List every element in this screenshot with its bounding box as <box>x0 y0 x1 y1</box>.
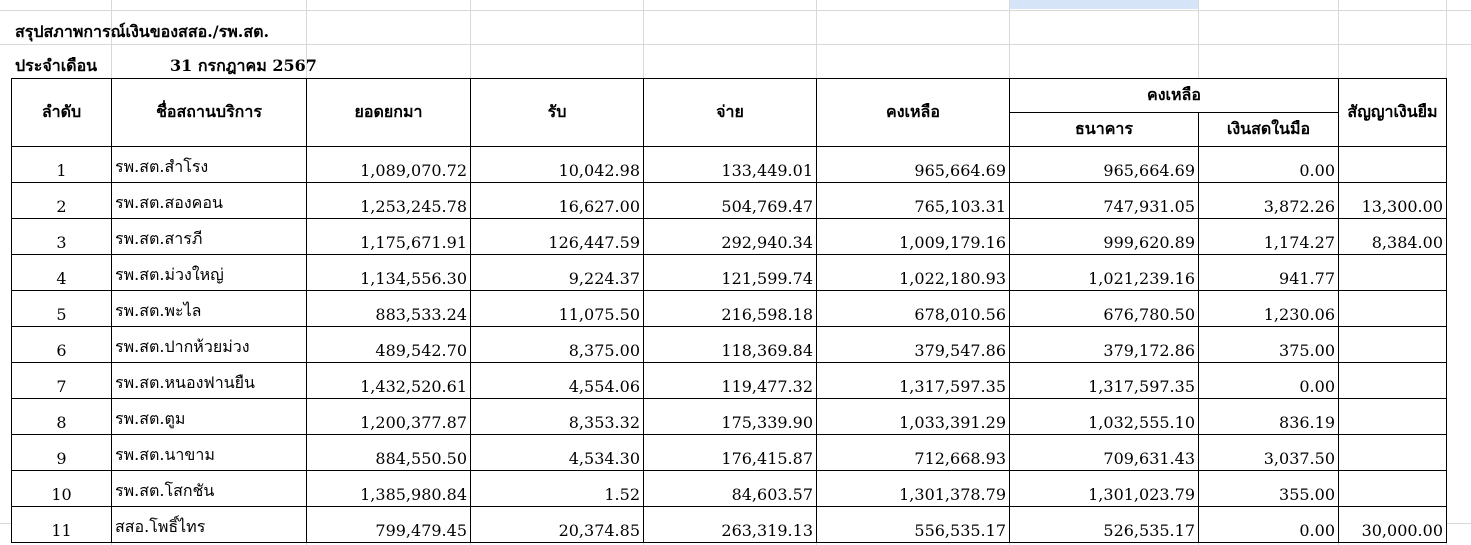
row-balance[interactable]: 712,668.93 <box>817 435 1010 471</box>
row-paid[interactable]: 176,415.87 <box>644 435 817 471</box>
row-brought-forward[interactable]: 1,385,980.84 <box>307 471 471 507</box>
table-row <box>12 291 1447 327</box>
row-loan[interactable] <box>1339 471 1447 507</box>
row-no[interactable]: 10 <box>12 471 112 507</box>
row-name[interactable]: รพ.สต.สำโรง <box>112 147 307 183</box>
header-paid[interactable]: จ่าย <box>644 79 817 147</box>
row-name[interactable]: รพ.สต.สองคอน <box>112 183 307 219</box>
row-no[interactable]: 7 <box>12 363 112 399</box>
row-no[interactable]: 11 <box>12 507 112 543</box>
row-no[interactable]: 8 <box>12 399 112 435</box>
table-row <box>12 147 1447 183</box>
row-bank[interactable]: 526,535.17 <box>1010 507 1199 543</box>
header-cash[interactable]: เงินสดในมือ <box>1199 113 1339 147</box>
row-balance[interactable]: 678,010.56 <box>817 291 1010 327</box>
gridline <box>0 44 1471 45</box>
row-balance[interactable]: 1,022,180.93 <box>817 255 1010 291</box>
header-name[interactable]: ชื่อสถานบริการ <box>112 79 307 147</box>
table-body <box>12 147 1447 543</box>
table-row <box>12 183 1447 219</box>
row-loan[interactable] <box>1339 363 1447 399</box>
row-loan[interactable] <box>1339 147 1447 183</box>
row-brought-forward[interactable]: 1,253,245.78 <box>307 183 471 219</box>
row-no[interactable]: 6 <box>12 327 112 363</box>
row-paid[interactable]: 84,603.57 <box>644 471 817 507</box>
row-cash[interactable]: 0.00 <box>1199 363 1339 399</box>
row-cash[interactable]: 3,872.26 <box>1199 183 1339 219</box>
row-balance[interactable]: 1,317,597.35 <box>817 363 1010 399</box>
row-loan[interactable]: 30,000.00 <box>1339 507 1447 543</box>
row-paid[interactable]: 292,940.34 <box>644 219 817 255</box>
row-bank[interactable]: 999,620.89 <box>1010 219 1199 255</box>
row-brought-forward[interactable]: 1,200,377.87 <box>307 399 471 435</box>
table-row <box>12 507 1447 543</box>
row-paid[interactable]: 216,598.18 <box>644 291 817 327</box>
row-bank[interactable]: 676,780.50 <box>1010 291 1199 327</box>
row-name[interactable]: รพ.สต.พะไล <box>112 291 307 327</box>
row-paid[interactable]: 119,477.32 <box>644 363 817 399</box>
table-row <box>12 363 1447 399</box>
row-brought-forward[interactable]: 1,134,556.30 <box>307 255 471 291</box>
row-balance[interactable]: 1,301,378.79 <box>817 471 1010 507</box>
row-received[interactable]: 4,554.06 <box>471 363 644 399</box>
row-loan[interactable] <box>1339 255 1447 291</box>
row-no[interactable]: 5 <box>12 291 112 327</box>
row-paid[interactable]: 133,449.01 <box>644 147 817 183</box>
row-balance[interactable]: 556,535.17 <box>817 507 1010 543</box>
table-row <box>12 327 1447 363</box>
row-bank[interactable]: 1,021,239.16 <box>1010 255 1199 291</box>
row-received[interactable]: 16,627.00 <box>471 183 644 219</box>
row-brought-forward[interactable]: 884,550.50 <box>307 435 471 471</box>
header-loan[interactable]: สัญญาเงินยืม <box>1339 79 1447 147</box>
row-bank[interactable]: 379,172.86 <box>1010 327 1199 363</box>
row-loan[interactable] <box>1339 291 1447 327</box>
row-name[interactable]: รพ.สต.ปากห้วยม่วง <box>112 327 307 363</box>
table-row <box>12 435 1447 471</box>
row-bank[interactable]: 747,931.05 <box>1010 183 1199 219</box>
period-label[interactable]: ประจำเดือน <box>15 56 98 75</box>
header-received[interactable]: รับ <box>471 79 644 147</box>
period-date[interactable]: 31 กรกฎาคม 2567 <box>170 56 317 75</box>
row-paid[interactable]: 175,339.90 <box>644 399 817 435</box>
row-cash[interactable]: 941.77 <box>1199 255 1339 291</box>
row-bank[interactable]: 709,631.43 <box>1010 435 1199 471</box>
table-row <box>12 219 1447 255</box>
row-brought-forward[interactable]: 1,175,671.91 <box>307 219 471 255</box>
row-paid[interactable]: 118,369.84 <box>644 327 817 363</box>
row-loan[interactable] <box>1339 435 1447 471</box>
table-row <box>12 471 1447 507</box>
row-paid[interactable]: 121,599.74 <box>644 255 817 291</box>
row-balance[interactable]: 1,009,179.16 <box>817 219 1010 255</box>
table-row <box>12 255 1447 291</box>
row-paid[interactable]: 504,769.47 <box>644 183 817 219</box>
row-balance[interactable]: 965,664.69 <box>817 147 1010 183</box>
row-no[interactable]: 3 <box>12 219 112 255</box>
row-name[interactable]: รพ.สต.หนองฟานยืน <box>112 363 307 399</box>
table-row <box>12 399 1447 435</box>
row-bank[interactable]: 965,664.69 <box>1010 147 1199 183</box>
row-brought-forward[interactable]: 799,479.45 <box>307 507 471 543</box>
row-cash[interactable]: 1,174.27 <box>1199 219 1339 255</box>
header-balance[interactable]: คงเหลือ <box>817 79 1010 147</box>
row-name[interactable]: รพ.สต.โสกชัน <box>112 471 307 507</box>
row-brought-forward[interactable]: 1,089,070.72 <box>307 147 471 183</box>
row-no[interactable]: 4 <box>12 255 112 291</box>
row-name[interactable]: รพ.สต.สารภี <box>112 219 307 255</box>
row-loan[interactable]: 13,300.00 <box>1339 183 1447 219</box>
selected-column-highlight <box>1010 0 1198 9</box>
row-received[interactable]: 8,375.00 <box>471 327 644 363</box>
row-received[interactable]: 126,447.59 <box>471 219 644 255</box>
finance-summary-table <box>11 78 1447 543</box>
row-name[interactable]: รพ.สต.นาขาม <box>112 435 307 471</box>
row-cash[interactable]: 0.00 <box>1199 507 1339 543</box>
row-no[interactable]: 1 <box>12 147 112 183</box>
row-received[interactable]: 8,353.32 <box>471 399 644 435</box>
header-bank[interactable]: ธนาคาร <box>1010 113 1199 147</box>
sheet-title[interactable]: สรุปสภาพการณ์เงินของสสอ./รพ.สต. <box>15 22 270 41</box>
row-name[interactable]: รพ.สต.ม่วงใหญ่ <box>112 255 307 291</box>
row-received[interactable]: 10,042.98 <box>471 147 644 183</box>
row-balance[interactable]: 1,033,391.29 <box>817 399 1010 435</box>
row-cash[interactable]: 1,230.06 <box>1199 291 1339 327</box>
row-name[interactable]: สสอ.โพธิ์ไทร <box>112 507 307 543</box>
row-no[interactable]: 9 <box>12 435 112 471</box>
header-balance-group[interactable]: คงเหลือ <box>1010 79 1339 113</box>
row-cash[interactable]: 3,037.50 <box>1199 435 1339 471</box>
row-brought-forward[interactable]: 883,533.24 <box>307 291 471 327</box>
row-received[interactable]: 20,374.85 <box>471 507 644 543</box>
row-loan[interactable] <box>1339 327 1447 363</box>
header-brought-forward[interactable]: ยอดยกมา <box>307 79 471 147</box>
row-loan[interactable] <box>1339 399 1447 435</box>
row-no[interactable]: 2 <box>12 183 112 219</box>
gridline <box>0 10 1471 11</box>
row-brought-forward[interactable]: 489,542.70 <box>307 327 471 363</box>
row-brought-forward[interactable]: 1,432,520.61 <box>307 363 471 399</box>
row-cash[interactable]: 836.19 <box>1199 399 1339 435</box>
row-received[interactable]: 11,075.50 <box>471 291 644 327</box>
row-bank[interactable]: 1,317,597.35 <box>1010 363 1199 399</box>
row-received[interactable]: 9,224.37 <box>471 255 644 291</box>
row-bank[interactable]: 1,301,023.79 <box>1010 471 1199 507</box>
row-loan[interactable]: 8,384.00 <box>1339 219 1447 255</box>
header-no[interactable]: ลำดับ <box>12 79 112 147</box>
row-balance[interactable]: 379,547.86 <box>817 327 1010 363</box>
row-paid[interactable]: 263,319.13 <box>644 507 817 543</box>
row-cash[interactable]: 375.00 <box>1199 327 1339 363</box>
row-bank[interactable]: 1,032,555.10 <box>1010 399 1199 435</box>
row-cash[interactable]: 0.00 <box>1199 147 1339 183</box>
row-balance[interactable]: 765,103.31 <box>817 183 1010 219</box>
row-name[interactable]: รพ.สต.ตูม <box>112 399 307 435</box>
row-received[interactable]: 1.52 <box>471 471 644 507</box>
row-received[interactable]: 4,534.30 <box>471 435 644 471</box>
row-cash[interactable]: 355.00 <box>1199 471 1339 507</box>
